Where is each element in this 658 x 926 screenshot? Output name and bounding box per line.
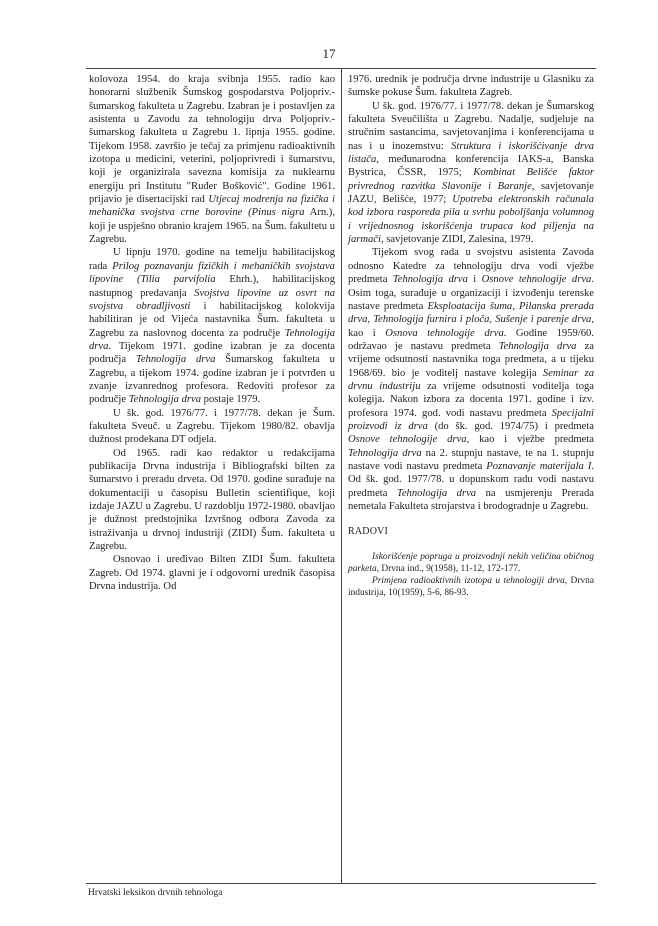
left-paragraph-4: Od 1965. radi kao redaktor u redakcijama publikacija Drvna industrija i Bibliografski bilten za šumarstvo i preradu drveta. Od 1970. godine surađuje na dokumentaciji u časopisu Bulletin scientifique, koji izdaje JAZU u Zagrebu. U razdoblju 1972-1980. obavljao je dužnost predstojnika Izvršnog odbora Zavoda za istraživanja u drvnoj industriji (ZIDI) Šum. fakulteta u Zagrebu. bbox=[89, 447, 335, 553]
left-paragraph-3: U šk. god. 1976/77. i 1977/78. dekan je Šum. fakulteta Sveuč. u Zagrebu. Tijekom 1980/82. obavlja dužnost prodekana DT odjela. bbox=[89, 407, 335, 446]
works-heading: RADOVI bbox=[348, 526, 389, 538]
right-paragraph-2: U šk. god. 1976/77. i 1977/78. dekan je Šumarskog fakulteta Sveučilišta u Zagrebu. Nadalje, sudjeluje na stručnim sastancima, savjetovanjima i konferencijama u nas i u inozemstvu: Struktura i iskorišćivanje drva listača, međunarodna konferencija IAKS-a, Banska Bystrica, ČSSR, 1975; Kombinat Belišće faktor privrednog razvitka Slavonije i Baranje, savjetovanje JAZU, Belišće, 1977; Upotreba elektronskih računala kod izbora rasporeda pila u svrhu poboljšanja volumnog i vrijednosnog iskorišćenja trupaca kod piljenja na jarmači, savjetovanje ZIDI, Zalesina, 1979. bbox=[348, 100, 594, 246]
left-paragraph-2: U lipnju 1970. godine na temelju habilitacijskog rada Prilog poznavanju fizičkih i mehaničkih svojstava lipovine (Tilia parvifolia Ehrh.), habilitacijskog nastupnog predavanja Svojstva lipovine uz osvrt na svojstva obradljivosti i habilitacijskog kolokvija habilitiran je od Vijeća nastavnika Šum. fakulteta u Zagrebu za naslovnog docenta za područje Tehnologija drva. Tijekom 1971. godine izabran je za docenta područja Tehnologija drva Šumarskog fakulteta u Zagrebu, a tijekom 1974. godine izabran je i potvrđen u zvanje izvanrednog profesora. Redoviti profesor za područje Tehnologija drva postaje 1979. bbox=[89, 247, 336, 406]
footer-title: Hrvatski leksikon drvnih tehnologa bbox=[88, 888, 223, 898]
left-column bbox=[89, 73, 335, 593]
footer-rule bbox=[86, 883, 596, 884]
work-entry-2: Primjena radioaktivnih izotopa u tehnologiji drva, Drvna industrija, 10(1959), 5-6, 86-93. bbox=[348, 575, 594, 598]
left-paragraph-5: Osnovao i uređivao Bilten ZIDI Šum. fakulteta Zagreb. Od 1974. glavni je i odgovorni urednik časopisa Drvna industrija. Od bbox=[89, 554, 335, 593]
right-column bbox=[348, 73, 594, 599]
right-paragraph-1: 1976. urednik je područja drvne industrije u Glasniku za šumske pokuse Šum. fakulteta Zagreb. bbox=[348, 74, 594, 99]
work-entry-1: Iskorišćenje popruga u proizvodnji nekih veličina običnog parketa, Drvna ind., 9(1958), 11-12, 172-177. bbox=[348, 551, 594, 574]
left-paragraph-1: kolovoza 1954. do kraja svibnja 1955. radio kao honorarni službenik Šumskog gospodarstva Poljopriv.-šumarskog fakulteta u Zagrebu. Izabran je i postavljen za asistenta u Zavodu za tehnologiju drva Poljopriv.-šumarskog fakulteta u Zagrebu 1. lipnja 1955. godine. Tijekom 1958. završio je tečaj za primjenu radioaktivnih izotopa u medicini, veterini, poljoprivredi i šumarstvu, koji je organizirala savezna komisija za nuklearnu energiju pri Institutu "Ruđer Bošković". Godine 1961. prijavio je disertacijski rad Utjecaj modrenja na fizička i mehanička svojstva crne borovine (Pinus nigra Arn.), koji je uspješno obranio krajem 1965. na Šum. fakultetu u Zagrebu. bbox=[89, 74, 335, 246]
column-divider bbox=[341, 68, 342, 883]
right-paragraph-3: Tijekom svog rada u svojstvu asistenta Zavoda odnosno Katedre za tehnologiju drva vodi vježbe predmeta Tehnologija drva i Osnove tehnologije drva. Osim toga, surađuje u organizaciji i izvođenju terenske nastave predmeta Eksploatacija šuma, Pilanska prerada drva, Tehnologija furnira i ploča, Sušenje i parenje drva, kao i Osnova tehnologije drva. Godine 1959/60. održavao je nastavu predmeta Tehnologija drva za vrijeme odsutnosti nastavnika toga predmeta, a u tijeku 1968/69. bio je voditelj nastave kolegija Seminar za drvnu industriju za vrijeme odsutnosti voditelja toga kolegija. Nakon izbora za docenta 1971. godine i izv. profesora 1974. god. vodi nastavu predmeta Specijalni proizvodi iz drva (do šk. god. 1974/75) i predmeta Osnove tehnologije drva, kao i vježbe predmeta Tehnologija drva na 2. stupnju nastave, te na 1. stupnju nastave vodi nastavu predmeta Poznavanje materijala I. Od šk. god. 1977/78. u dopunskom radu vodi nastavu predmeta Tehnologija drva na usmjerenju Prerada nemetala Fakulteta strojarstva i brodogradnje u Zagrebu. bbox=[348, 247, 595, 512]
page-number: 17 bbox=[322, 46, 336, 61]
